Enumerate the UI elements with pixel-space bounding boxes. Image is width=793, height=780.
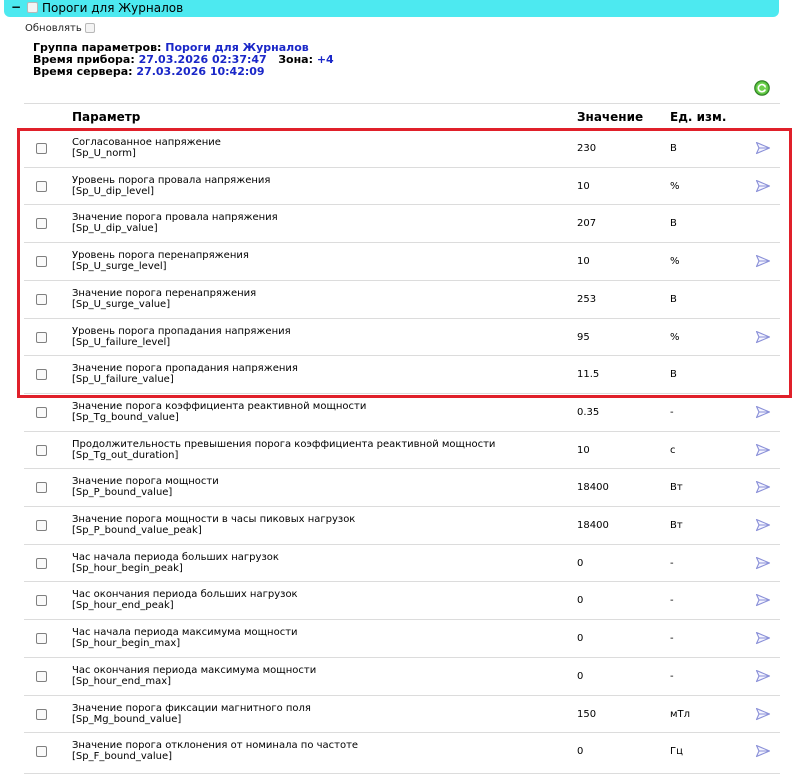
panel-header[interactable] — [4, 0, 779, 17]
server-time-label: Время сервера: — [33, 65, 133, 78]
table-row — [24, 167, 780, 205]
param-code: [Sp_F_bound_value] — [72, 751, 173, 762]
param-code: [Sp_hour_begin_peak] — [72, 563, 183, 574]
table-row — [24, 544, 780, 582]
param-value[interactable]: 10 — [577, 445, 590, 456]
row-checkbox[interactable] — [36, 294, 47, 305]
param-name: Продолжительность превышения порога коэффициента реактивной мощности — [72, 439, 496, 450]
zone-label: Зона: — [278, 53, 313, 66]
row-checkbox[interactable] — [36, 633, 47, 644]
table-row — [24, 695, 780, 733]
param-code: [Sp_U_dip_level] — [72, 186, 155, 197]
send-icon[interactable] — [755, 744, 771, 758]
send-icon[interactable] — [755, 330, 771, 344]
param-value[interactable]: 18400 — [577, 520, 609, 531]
param-value[interactable]: 10 — [577, 181, 590, 192]
row-checkbox[interactable] — [36, 746, 47, 757]
param-value[interactable]: 150 — [577, 709, 597, 720]
param-value[interactable]: 0 — [577, 671, 584, 682]
param-unit: % — [670, 332, 680, 343]
refresh-checkbox[interactable] — [85, 23, 95, 33]
param-code: [Sp_U_norm] — [72, 148, 136, 159]
send-icon[interactable] — [755, 405, 771, 419]
param-unit: В — [670, 143, 677, 154]
table-header — [24, 104, 780, 128]
param-value[interactable]: 0 — [577, 746, 584, 757]
row-checkbox[interactable] — [36, 143, 47, 154]
param-code: [Sp_Tg_bound_value] — [72, 412, 179, 423]
param-name: Значение порога перенапряжения — [72, 288, 257, 299]
group-value: Пороги для Журналов — [165, 41, 309, 54]
param-value[interactable]: 11.5 — [577, 369, 600, 380]
param-code: [Sp_Mg_bound_value] — [72, 714, 182, 725]
param-value[interactable]: 230 — [577, 143, 597, 154]
table-row — [24, 657, 780, 695]
param-unit: - — [670, 407, 674, 418]
param-unit: Вт — [670, 482, 683, 493]
param-unit: Гц — [670, 746, 683, 757]
table-bottom-border — [24, 773, 780, 774]
param-name: Уровень порога перенапряжения — [72, 250, 249, 261]
param-value[interactable]: 0.35 — [577, 407, 600, 418]
row-checkbox[interactable] — [36, 369, 47, 380]
param-name: Значение порога отклонения от номинала по частоте — [72, 740, 359, 751]
header-unit: Ед. изм. — [670, 110, 727, 124]
send-icon[interactable] — [755, 480, 771, 494]
server-time-info — [33, 66, 265, 78]
send-icon[interactable] — [755, 669, 771, 683]
row-checkbox[interactable] — [36, 218, 47, 229]
param-code: [Sp_hour_begin_max] — [72, 638, 181, 649]
param-code: [Sp_U_dip_value] — [72, 223, 158, 234]
row-checkbox[interactable] — [36, 181, 47, 192]
param-value[interactable]: 207 — [577, 218, 597, 229]
table-row — [24, 280, 780, 318]
param-code: [Sp_U_failure_value] — [72, 374, 174, 385]
table-row — [24, 619, 780, 657]
param-code: [Sp_U_surge_value] — [72, 299, 171, 310]
table-row — [24, 318, 780, 356]
row-checkbox[interactable] — [36, 595, 47, 606]
param-unit: мТл — [670, 709, 691, 720]
param-name: Значение порога провала напряжения — [72, 212, 278, 223]
table-row — [24, 732, 780, 770]
refresh-control — [25, 23, 95, 35]
table-row — [24, 242, 780, 280]
param-value[interactable]: 18400 — [577, 482, 609, 493]
send-icon[interactable] — [755, 518, 771, 532]
table-row — [24, 129, 780, 167]
table-row — [24, 355, 780, 393]
send-icon[interactable] — [755, 141, 771, 155]
param-value[interactable]: 253 — [577, 294, 597, 305]
zone-value: +4 — [316, 53, 334, 66]
row-checkbox[interactable] — [36, 709, 47, 720]
send-icon[interactable] — [755, 254, 771, 268]
table-row — [24, 393, 780, 431]
row-checkbox[interactable] — [36, 520, 47, 531]
panel-title: Пороги для Журналов — [42, 1, 184, 15]
send-icon[interactable] — [755, 631, 771, 645]
param-unit: Вт — [670, 520, 683, 531]
param-unit: - — [670, 595, 674, 606]
param-code: [Sp_P_bound_value] — [72, 487, 173, 498]
param-value[interactable]: 0 — [577, 558, 584, 569]
param-unit: В — [670, 369, 677, 380]
row-checkbox[interactable] — [36, 332, 47, 343]
send-icon[interactable] — [755, 443, 771, 457]
collapse-toggle[interactable]: − — [11, 0, 22, 14]
param-name: Час окончания периода больших нагрузок — [72, 589, 298, 600]
table-row — [24, 506, 780, 544]
param-unit: В — [670, 218, 677, 229]
device-time-label: Время прибора: — [33, 53, 135, 66]
refresh-label: Обновлять — [25, 23, 82, 34]
param-code: [Sp_U_surge_level] — [72, 261, 167, 272]
header-value: Значение — [577, 110, 644, 124]
header-param: Параметр — [72, 110, 141, 124]
group-label: Группа параметров: — [33, 41, 162, 54]
table-row — [24, 581, 780, 619]
row-checkbox[interactable] — [36, 256, 47, 267]
param-name: Согласованное напряжение — [72, 137, 221, 148]
panel-checkbox[interactable] — [27, 2, 38, 13]
param-name: Значение порога пропадания напряжения — [72, 363, 298, 374]
send-icon[interactable] — [755, 707, 771, 721]
param-name: Значение порога мощности в часы пиковых нагрузок — [72, 514, 356, 525]
param-name: Значение порога мощности — [72, 476, 219, 487]
table-row — [24, 431, 780, 469]
param-name: Час окончания периода максимума мощности — [72, 665, 317, 676]
row-checkbox[interactable] — [36, 558, 47, 569]
param-name: Значение порога коэффициента реактивной мощности — [72, 401, 367, 412]
param-unit: - — [670, 671, 674, 682]
param-name: Уровень порога пропадания напряжения — [72, 326, 291, 337]
param-code: [Sp_P_bound_value_peak] — [72, 525, 202, 536]
param-unit: - — [670, 558, 674, 569]
param-unit: - — [670, 633, 674, 644]
row-checkbox[interactable] — [36, 445, 47, 456]
reload-icon[interactable] — [754, 80, 770, 96]
send-icon[interactable] — [755, 179, 771, 193]
row-checkbox[interactable] — [36, 407, 47, 418]
param-name: Уровень порога провала напряжения — [72, 175, 271, 186]
param-name: Час начала периода больших нагрузок — [72, 552, 279, 563]
param-code: [Sp_hour_end_peak] — [72, 600, 174, 611]
row-checkbox[interactable] — [36, 482, 47, 493]
device-time-value: 27.03.2026 02:37:47 — [138, 53, 267, 66]
param-code: [Sp_U_failure_level] — [72, 337, 171, 348]
param-value[interactable]: 10 — [577, 256, 590, 267]
param-value[interactable]: 0 — [577, 595, 584, 606]
table-row — [24, 204, 780, 242]
row-checkbox[interactable] — [36, 671, 47, 682]
server-time-value: 27.03.2026 10:42:09 — [136, 65, 265, 78]
param-code: [Sp_Tg_out_duration] — [72, 450, 179, 461]
param-value[interactable]: 0 — [577, 633, 584, 644]
param-name: Час начала периода максимума мощности — [72, 627, 298, 638]
param-unit: с — [670, 445, 676, 456]
param-name: Значение порога фиксации магнитного поля — [72, 703, 311, 714]
param-unit: % — [670, 181, 680, 192]
param-value[interactable]: 95 — [577, 332, 590, 343]
param-unit: В — [670, 294, 677, 305]
param-code: [Sp_hour_end_max] — [72, 676, 172, 687]
send-icon[interactable] — [755, 593, 771, 607]
param-unit: % — [670, 256, 680, 267]
send-icon[interactable] — [755, 556, 771, 570]
table-row — [24, 468, 780, 506]
